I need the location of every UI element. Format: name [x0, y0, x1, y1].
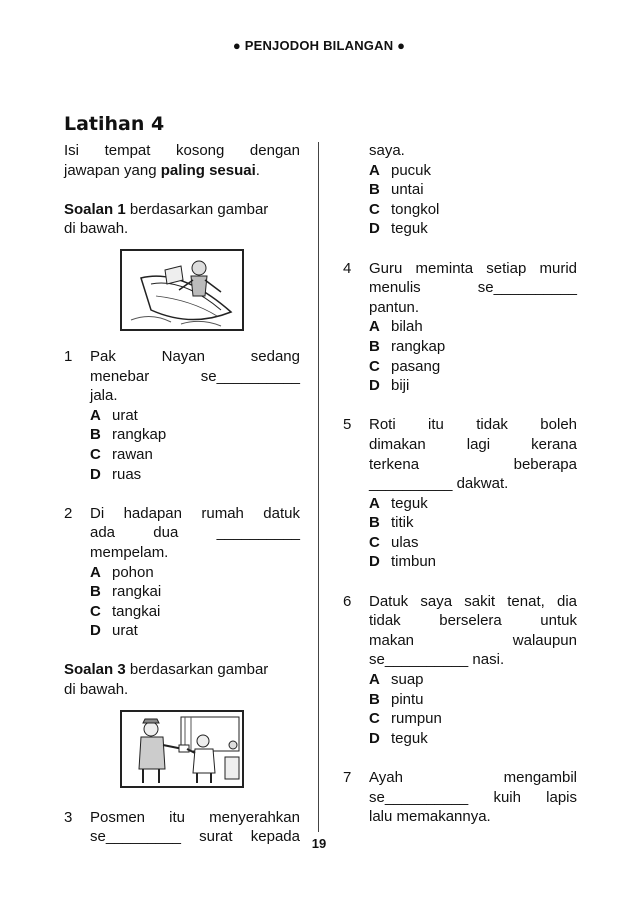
option-letter: C	[90, 602, 101, 620]
question-1	[64, 347, 300, 484]
question-number: 3	[64, 808, 73, 826]
answer-option[interactable]	[90, 465, 300, 485]
answer-option[interactable]	[369, 219, 577, 239]
option-text: tongkol	[391, 200, 440, 218]
question-7	[343, 768, 577, 827]
option-text: rumpun	[391, 710, 442, 728]
question-text-line: ada dua __________	[90, 524, 300, 542]
option-letter: C	[369, 200, 380, 218]
question-3-continued	[343, 141, 577, 239]
soalan3-line-2: di bawah.	[64, 681, 129, 699]
option-letter: D	[369, 729, 380, 747]
answer-option[interactable]	[369, 729, 577, 749]
question-number: 7	[343, 769, 352, 786]
question-text-line: Posmen itu menyerahkan	[90, 808, 300, 826]
option-text: titik	[391, 514, 414, 532]
option-text: teguk	[391, 220, 428, 238]
option-letter: A	[90, 406, 101, 424]
question-4	[343, 259, 577, 396]
option-letter: C	[369, 533, 380, 551]
soalan1-line-2: di bawah.	[64, 220, 129, 238]
question-text-line: Guru meminta setiap murid	[369, 259, 577, 277]
question-text-line: se__________ kuih lapis	[369, 788, 577, 806]
option-text: teguk	[391, 729, 428, 747]
option-text: untai	[391, 181, 424, 199]
postman-illustration	[120, 710, 244, 788]
option-text: urat	[112, 406, 138, 424]
answer-option[interactable]	[90, 445, 300, 465]
option-text: rangkai	[112, 583, 162, 601]
option-letter: B	[369, 181, 380, 199]
right-column	[343, 141, 577, 827]
answer-option[interactable]	[369, 552, 577, 572]
option-text: rangkap	[112, 426, 167, 444]
question-number: 6	[343, 592, 352, 610]
option-letter: D	[369, 553, 380, 571]
answer-option[interactable]	[90, 406, 300, 426]
option-text: pintu	[391, 690, 424, 708]
option-text: ulas	[391, 533, 419, 551]
answer-option[interactable]	[369, 494, 577, 514]
instruction-line-1: Isi tempat kosong dengan	[64, 142, 300, 159]
question-text-line: mempelam.	[90, 543, 169, 561]
answer-option[interactable]	[90, 563, 300, 583]
question-5	[343, 415, 577, 572]
option-text: pucuk	[391, 161, 432, 179]
question-text-line: tidak berselera untuk	[369, 612, 577, 630]
question-number: 5	[343, 416, 352, 434]
question-6	[343, 592, 577, 749]
instruction-text: jawapan yang	[64, 161, 161, 179]
answer-option[interactable]	[90, 621, 300, 641]
answer-option[interactable]	[369, 690, 577, 710]
question-text-line: Pak Nayan sedang	[90, 347, 300, 365]
question-text-line: Roti itu tidak boleh	[369, 416, 577, 434]
option-text: teguk	[391, 494, 428, 512]
question-number: 2	[64, 504, 73, 522]
question-text-line: Datuk saya sakit tenat, dia	[369, 592, 577, 610]
instruction-period: .	[255, 161, 260, 179]
question-text-line: menebar se__________	[90, 367, 300, 385]
answer-option[interactable]	[369, 317, 577, 337]
question-number: 1	[64, 347, 73, 365]
question-text-line: jala.	[90, 387, 118, 405]
option-letter: A	[90, 563, 101, 581]
option-text: bilah	[391, 318, 423, 336]
instruction-line-2	[64, 161, 300, 181]
answer-option[interactable]	[369, 376, 577, 396]
soalan1-text: berdasarkan gambar	[125, 200, 269, 218]
option-letter: B	[369, 514, 380, 532]
question-text-line: dimakan lagi kerana	[369, 435, 577, 453]
answer-option[interactable]	[90, 582, 300, 602]
soalan1-line-1	[64, 200, 300, 220]
left-column	[64, 141, 300, 847]
soalan1-label: Soalan 1	[64, 200, 126, 218]
option-text: pohon	[112, 563, 154, 581]
answer-option[interactable]	[369, 200, 577, 220]
option-text: suap	[391, 671, 424, 689]
picture-postman-wrapper	[64, 700, 300, 808]
answer-option[interactable]	[369, 357, 577, 377]
question-text-line: Ayah mengambil	[369, 769, 577, 786]
option-letter: C	[369, 357, 380, 375]
answer-option[interactable]	[369, 513, 577, 533]
option-text: rangkap	[391, 337, 446, 355]
option-text: pasang	[391, 357, 441, 375]
option-text: rawan	[112, 445, 153, 463]
option-text: urat	[112, 622, 138, 640]
option-text: timbun	[391, 553, 437, 571]
question-number: 4	[343, 259, 352, 277]
option-letter: A	[369, 161, 380, 179]
question-text-line: se_________ surat kepada	[90, 828, 300, 846]
soalan3-text: berdasarkan gambar	[125, 661, 269, 679]
option-letter: D	[90, 622, 101, 640]
option-letter: D	[369, 220, 380, 238]
instruction-emphasis: paling sesuai	[160, 161, 256, 179]
option-letter: C	[369, 710, 380, 728]
option-letter: D	[90, 465, 101, 483]
option-text: biji	[391, 377, 410, 395]
option-letter: C	[90, 445, 101, 463]
option-letter: A	[369, 671, 380, 689]
question-text-line: saya.	[369, 142, 405, 159]
page-number: 19	[311, 836, 327, 851]
answer-option[interactable]	[369, 180, 577, 200]
exercise-title: Latihan 4	[64, 113, 165, 135]
page-header: ● PENJODOH BILANGAN ●	[232, 38, 406, 53]
answer-option[interactable]	[369, 670, 577, 690]
question-text-line: se__________ nasi.	[369, 651, 505, 669]
answer-option[interactable]	[369, 337, 577, 357]
soalan3-label: Soalan 3	[64, 661, 126, 679]
answer-option[interactable]	[369, 709, 577, 729]
option-letter: A	[369, 318, 380, 336]
question-text-line: Di hadapan rumah datuk	[90, 504, 300, 522]
option-letter: B	[90, 583, 101, 601]
option-letter: A	[369, 494, 380, 512]
question-2	[64, 504, 300, 641]
picture-boat-wrapper	[64, 239, 300, 347]
question-text-line: makan walaupun	[369, 631, 577, 649]
option-text: tangkai	[112, 602, 161, 620]
option-letter: B	[369, 690, 380, 708]
answer-option[interactable]	[369, 533, 577, 553]
question-text-line: __________ dakwat.	[369, 475, 509, 493]
option-letter: B	[369, 337, 380, 355]
answer-option[interactable]	[90, 602, 300, 622]
option-letter: D	[369, 377, 380, 395]
option-letter: B	[90, 426, 101, 444]
question-text-line: menulis se__________	[369, 279, 577, 297]
question-text-line: terkena beberapa	[369, 455, 577, 473]
answer-option[interactable]	[90, 425, 300, 445]
question-text-line: lalu memakannya.	[369, 808, 491, 826]
question-text-line: pantun.	[369, 298, 420, 316]
column-divider	[318, 142, 319, 832]
fisherman-boat-illustration	[120, 249, 244, 331]
soalan3-line-1	[64, 660, 300, 680]
answer-option[interactable]	[369, 161, 577, 181]
option-text: ruas	[112, 465, 142, 483]
